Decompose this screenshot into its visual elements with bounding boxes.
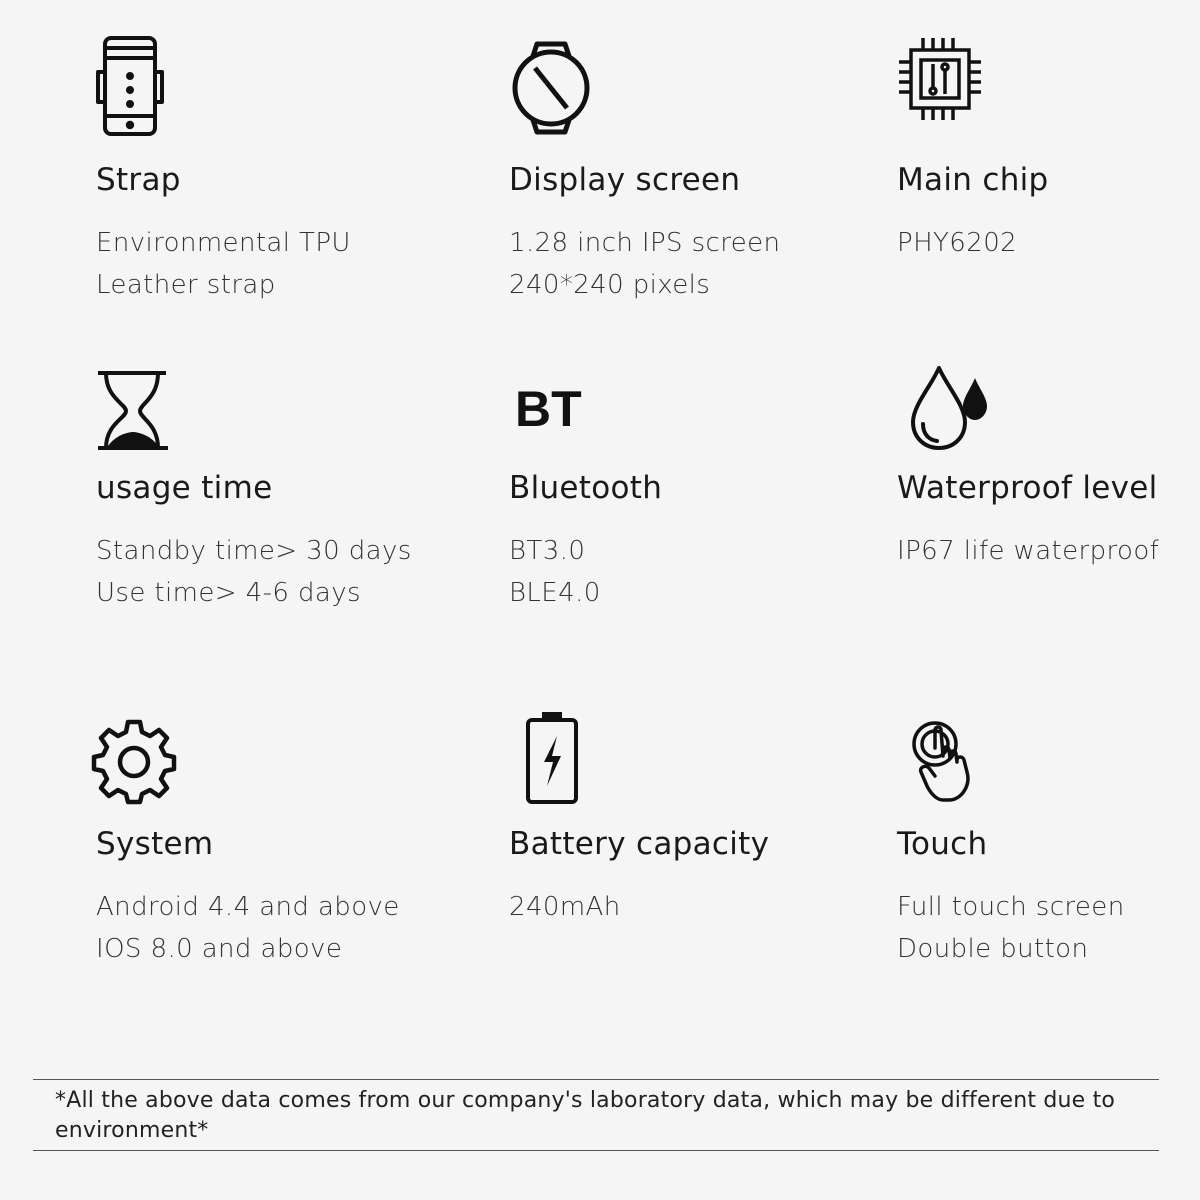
spec-title: Display screen <box>509 162 741 198</box>
spec-title: Touch <box>897 826 988 862</box>
hourglass-icon <box>96 370 196 480</box>
spec-detail: Full touch screen <box>897 892 1125 922</box>
touch-hand-icon <box>909 720 1009 830</box>
gear-icon <box>90 718 190 828</box>
spec-title: Battery capacity <box>509 826 770 862</box>
chip-icon <box>897 36 997 146</box>
spec-detail: 240*240 pixels <box>509 270 711 300</box>
spec-detail: Android 4.4 and above <box>96 892 400 922</box>
footnote-text: *All the above data comes from our company's laboratory data, which may be different due to environment* <box>55 1088 1116 1143</box>
spec-detail: Standby time> 30 days <box>96 536 412 566</box>
spec-detail: PHY6202 <box>897 228 1018 258</box>
spec-detail: Use time> 4-6 days <box>96 578 361 608</box>
watch-face-icon <box>509 36 609 146</box>
spec-title: Main chip <box>897 162 1049 198</box>
footnote-box <box>33 1079 1159 1151</box>
spec-title: usage time <box>96 470 273 506</box>
spec-title: System <box>96 826 214 862</box>
battery-icon <box>525 710 625 820</box>
spec-detail: IOS 8.0 and above <box>96 934 343 964</box>
spec-detail: BLE4.0 <box>509 578 601 608</box>
spec-detail: IP67 life waterproof <box>897 536 1160 566</box>
spec-detail: Environmental TPU <box>96 228 351 258</box>
watch-strap-icon <box>96 36 196 146</box>
spec-detail: 1.28 inch IPS screen <box>509 228 781 258</box>
spec-detail: BT3.0 <box>509 536 586 566</box>
spec-title: Waterproof level <box>897 470 1158 506</box>
spec-detail: Double button <box>897 934 1089 964</box>
spec-title: Strap <box>96 162 181 198</box>
bluetooth-text-icon: BT <box>515 381 582 437</box>
spec-title: Bluetooth <box>509 470 663 506</box>
spec-detail: 240mAh <box>509 892 621 922</box>
spec-detail: Leather strap <box>96 270 276 300</box>
water-drops-icon <box>909 364 1009 474</box>
